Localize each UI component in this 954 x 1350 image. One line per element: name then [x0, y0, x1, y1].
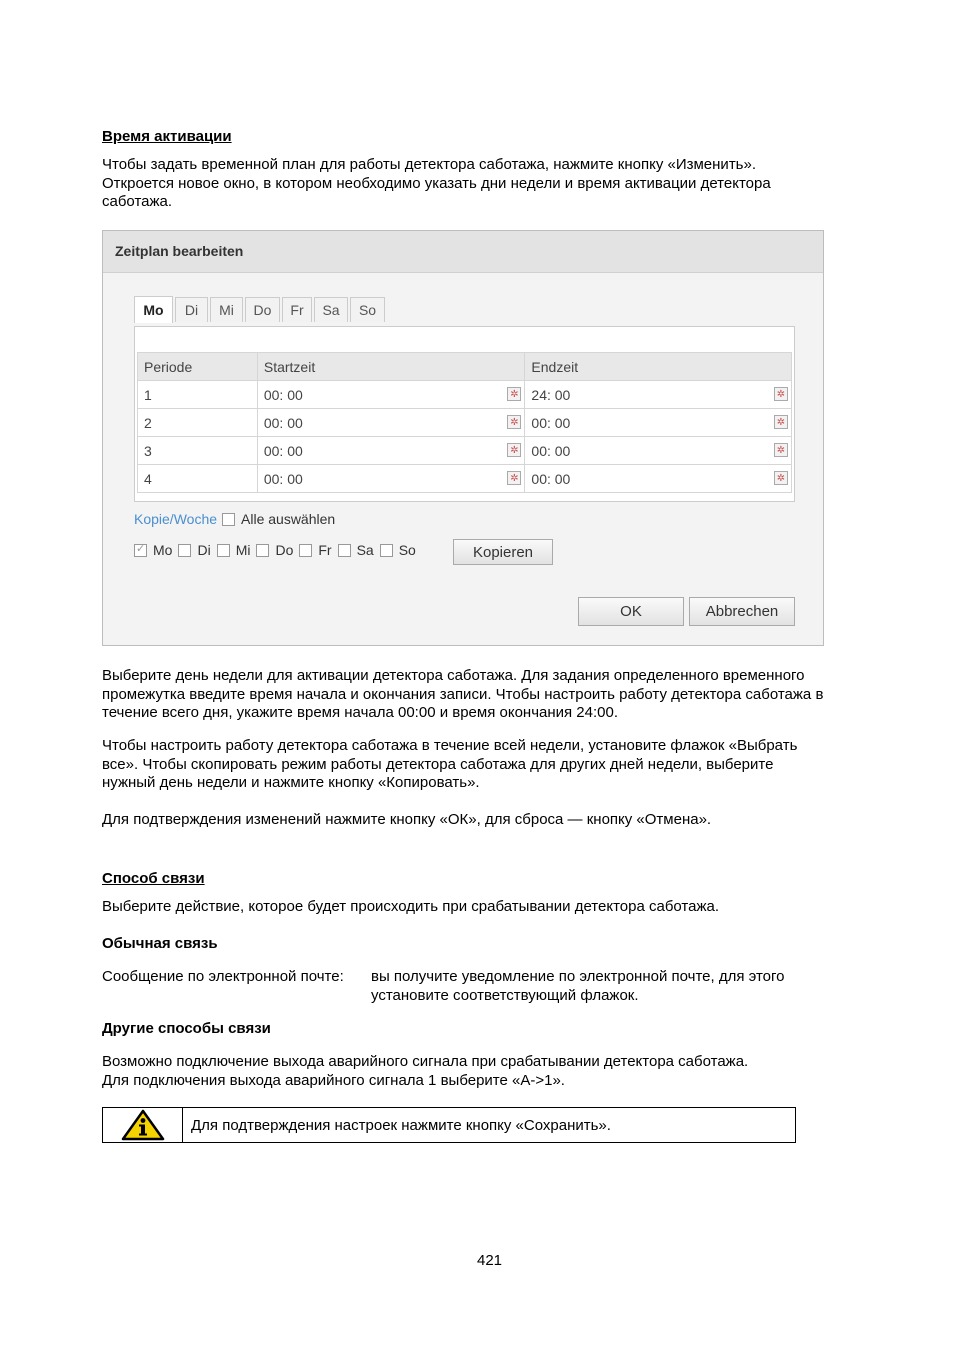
email-description	[371, 968, 784, 1005]
end-time-value: 00: 00	[531, 470, 571, 487]
period-cell: 3	[138, 437, 258, 465]
clock-icon[interactable]: ✲	[507, 387, 521, 401]
day-checkbox-mo[interactable]	[134, 544, 147, 557]
clock-icon[interactable]: ✲	[774, 415, 788, 429]
copy-week-row	[134, 511, 335, 527]
table-row	[138, 465, 792, 493]
text-line: Чтобы задать временной план для работы детектора саботажа, нажмите кнопку «Изменить».	[102, 156, 757, 173]
day-checkbox-sa[interactable]	[338, 544, 351, 557]
tab-mo[interactable]: Mo	[134, 296, 173, 323]
text-line: Выберите день недели для активации детектора саботажа. Для задания определенного временного	[102, 667, 805, 684]
tab-so[interactable]: So	[350, 297, 385, 322]
table-row	[138, 381, 792, 409]
clock-icon[interactable]: ✲	[507, 471, 521, 485]
text-line: Чтобы настроить работу детектора саботажа в течение всей недели, установите флажок «Выбрать	[102, 737, 798, 754]
copy-week-link[interactable]: Kopie/Woche	[134, 511, 218, 527]
text-line: промежутка введите время начала и окончания записи. Чтобы настроить работу детектора саботажа в	[102, 685, 824, 703]
day-label: Sa	[356, 542, 374, 558]
notice-box	[102, 1107, 796, 1143]
text-line: Возможно подключение выхода аварийного сигнала при срабатывании детектора саботажа.	[102, 1053, 749, 1070]
start-time-value: 00: 00	[263, 442, 303, 459]
table-row	[138, 409, 792, 437]
notice-icon-cell	[103, 1108, 183, 1142]
period-cell: 1	[138, 381, 258, 409]
day-checkbox-so[interactable]	[380, 544, 393, 557]
end-time-field[interactable]	[525, 465, 792, 493]
link-method-intro: Выберите действие, которое будет происходить при срабатывании детектора саботажа.	[102, 898, 720, 915]
other-links-text	[102, 1053, 892, 1090]
weekday-instructions	[102, 667, 892, 723]
week-copy-instructions	[102, 737, 892, 793]
activation-intro	[102, 156, 892, 212]
text-line: Для подключения выхода аварийного сигнала 1 выберите «A->1».	[102, 1071, 565, 1089]
start-time-value: 00: 00	[263, 386, 303, 403]
warning-icon	[121, 1109, 165, 1141]
section-heading-activation-time: Время активации	[102, 128, 232, 145]
day-label: Di	[197, 542, 211, 558]
start-time-value: 00: 00	[263, 470, 303, 487]
day-label: Do	[275, 542, 294, 558]
tab-fr[interactable]: Fr	[282, 297, 312, 322]
day-option-so	[375, 542, 416, 558]
cancel-button[interactable]: Abbrechen	[689, 597, 795, 626]
end-time-value: 00: 00	[531, 442, 571, 459]
ok-button[interactable]: OK	[578, 597, 684, 626]
day-tabs	[134, 297, 387, 323]
day-option-mi	[212, 542, 251, 558]
day-option-fr	[294, 542, 331, 558]
dialog-title: Zeitplan bearbeiten	[103, 231, 823, 273]
day-checkbox-mi[interactable]	[217, 544, 230, 557]
period-cell: 4	[138, 465, 258, 493]
select-all-checkbox[interactable]	[222, 513, 235, 526]
day-label: Mi	[235, 542, 251, 558]
text-line: нужный день недели и нажмите кнопку «Копировать».	[102, 774, 480, 791]
day-option-do	[251, 542, 293, 558]
day-label: So	[398, 542, 416, 558]
start-time-field[interactable]	[257, 437, 525, 465]
start-time-value: 00: 00	[263, 414, 303, 431]
day-option-mo	[134, 542, 172, 558]
period-cell: 2	[138, 409, 258, 437]
column-header-periode: Periode	[138, 353, 258, 381]
email-label: Сообщение по электронной почте:	[102, 968, 344, 985]
text-line: саботажа.	[102, 193, 173, 210]
text-line: все». Чтобы скопировать режим работы детектора саботажа для других дней недели, выберите	[102, 755, 774, 773]
copy-days-row	[134, 542, 417, 558]
column-header-endzeit: Endzeit	[525, 353, 792, 381]
tab-do[interactable]: Do	[245, 297, 280, 322]
day-label: Fr	[318, 542, 332, 558]
column-header-startzeit: Startzeit	[257, 353, 525, 381]
end-time-value: 00: 00	[531, 414, 571, 431]
end-time-value: 24: 00	[531, 386, 571, 403]
clock-icon[interactable]: ✲	[507, 415, 521, 429]
tab-sa[interactable]: Sa	[314, 297, 348, 322]
page-number: 421	[477, 1252, 503, 1269]
schedule-table	[137, 352, 792, 493]
table-row	[138, 437, 792, 465]
subheading-normal-link: Обычная связь	[102, 935, 218, 952]
text-line: установите соответствующий флажок.	[371, 986, 639, 1004]
day-label: Mo	[153, 542, 173, 558]
day-option-di	[173, 542, 210, 558]
start-time-field[interactable]	[257, 381, 525, 409]
clock-icon[interactable]: ✲	[774, 471, 788, 485]
start-time-field[interactable]	[257, 409, 525, 437]
notice-text: Для подтверждения настроек нажмите кнопку «Сохранить».	[191, 1117, 611, 1134]
end-time-field[interactable]	[525, 381, 792, 409]
section-heading-link-method: Способ связи	[102, 870, 205, 887]
schedule-dialog	[102, 230, 824, 646]
copy-button[interactable]: Kopieren	[453, 539, 553, 565]
tab-mi[interactable]: Mi	[210, 297, 243, 322]
day-option-sa	[333, 542, 374, 558]
text-line: течение всего дня, укажите время начала 00:00 и время окончания 24:00.	[102, 704, 619, 721]
select-all-label: Alle auswählen	[241, 511, 336, 527]
day-checkbox-fr[interactable]	[299, 544, 312, 557]
tab-panel	[134, 326, 795, 502]
end-time-field[interactable]	[525, 409, 792, 437]
day-checkbox-di[interactable]	[178, 544, 191, 557]
clock-icon[interactable]: ✲	[507, 443, 521, 457]
clock-icon[interactable]: ✲	[774, 443, 788, 457]
text-line: вы получите уведомление по электронной почте, для этого	[371, 968, 785, 985]
table-header-row	[138, 353, 792, 381]
confirm-instructions: Для подтверждения изменений нажмите кнопку «ОК», для сброса — кнопку «Отмена».	[102, 811, 712, 828]
text-line: Откроется новое окно, в котором необходимо указать дни недели и время активации детектора	[102, 174, 771, 192]
end-time-field[interactable]	[525, 437, 792, 465]
tab-di[interactable]: Di	[175, 297, 208, 322]
start-time-field[interactable]	[257, 465, 525, 493]
clock-icon[interactable]: ✲	[774, 387, 788, 401]
day-checkbox-do[interactable]	[256, 544, 269, 557]
subheading-other-links: Другие способы связи	[102, 1020, 271, 1037]
